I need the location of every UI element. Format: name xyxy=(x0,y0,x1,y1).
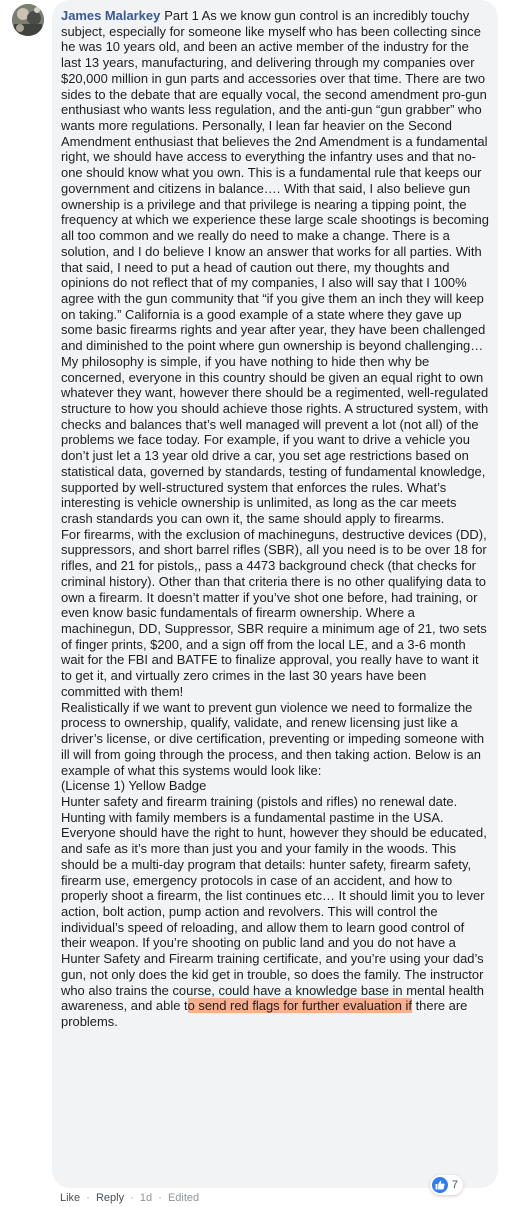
comment-bubble xyxy=(52,0,498,1188)
comment-text xyxy=(61,8,489,1030)
reaction-count: 7 xyxy=(451,1179,458,1191)
separator: · xyxy=(130,1192,134,1204)
edited-label[interactable]: Edited xyxy=(167,1192,200,1204)
separator: · xyxy=(158,1192,162,1204)
comment-paragraph-text: Hunter safety and firearm training (pistols and rifles) no renewal date. Hunting with family members is a fundamental pastime in the USA. Everyone should have the right to hunt, however they should be educated, and safe as it’s more than just you and your family in the woods. This should be a multi-day program that details: hunter safety, firearm safety, firearm use, emergency protocols in case of an accident, and how to properly shoot a firearm, the list continues etc… It should limit you to lever action, bolt action, pump action and revolvers. This will control the individual’s speed of reloading, and allow them to learn good control of their weapon. If you’re shooting on public land and you do not have a Hunter Safety and Firearm training certificate, and you’re using your dad’s gun, not only does the kid get in trouble, so does the family. The instructor who also trains the course, could have a knowledge base in mental health awareness, and able t xyxy=(61,793,487,1014)
comment-paragraph: Realistically if we want to prevent gun violence we need to formalize the process to ownership, qualify, validate, and renew licensing just like a driver’s license, or dive certification, preventing or impeding someone with ill will from going through the process, and then taking action. Below is an example of what this systems would look like: xyxy=(61,699,485,778)
comment-actions xyxy=(60,1191,202,1205)
timestamp[interactable]: 1d xyxy=(139,1192,153,1204)
comment-paragraph: Part 1 As we know gun control is an incredibly touchy subject, especially for someone like myself who has been collecting since he was 10 years old, and been an active member of the industry for the last 13 years, manufacturing, and delivering through my companies over $20,000 million in gun parts and accessories over that time. There are two sides to the debate that are equally vocal, the second amendment pro-gun enthusiast who wants less regulation, and the anti-gun “gun grabber” who wants more regulations. Personally, I lean far heavier on the Second Amendment enthusiast that believes the 2nd Amendment is a fundamental right, we should have access to everything the infantry uses and that no-one should know what you own. This is a fundamental rule that keeps our government and citizens in balance…. With that said, I also believe gun ownership is a privilege and that privilege is nearing a tipping point, the frequency at which we experience these large scale shootings is becoming all too common and we really do need to make a change. There is a solution, and I do believe I know an answer that works for all parties. With that said, I need to put a head of caution out there, my thoughts and opinions do not reflect that of my companies, I also will say that I 100% agree with the gun community that “if you give them an inch they will keep on taking.” California is a good example of a state where they gave up some basic firearms rights and year after year, they have been challenged and diminished to the point where gun ownership is beyond challenging… xyxy=(61,8,489,354)
highlighted-text: o send red flags for further evaluation if xyxy=(187,998,412,1014)
avatar[interactable] xyxy=(12,4,44,36)
comment-paragraph-final xyxy=(61,794,489,1030)
reply-link[interactable]: Reply xyxy=(95,1192,125,1204)
like-link[interactable]: Like xyxy=(60,1192,81,1204)
trailing-text: there are problems. xyxy=(61,998,468,1029)
reaction-summary[interactable] xyxy=(430,1175,463,1195)
comment-paragraph: My philosophy is simple, if you have nothing to hide then why be concerned, everyone in this country should be given an equal right to own whatever they want, however there should be a regimented, well-regulated structure to how you should achieve those rights. A structured system, with checks and balances that’s well managed will prevent a lot (not all) of the problems we face today. For example, if you want to drive a vehicle you don’t just let a 13 year old drive a car, you set age restrictions based on statistical data, governed by standards, testing of fundamental knowledge, supported by well-structured system that enforces the rules. What’s interesting is vehicle ownership is unlimited, as long as the car meets crash standards you can own it, the same should apply to firearms. xyxy=(61,353,489,526)
separator: · xyxy=(86,1192,90,1204)
author-name[interactable]: James Malarkey xyxy=(61,8,161,23)
comment-paragraph: (License 1) Yellow Badge xyxy=(61,778,207,794)
comment-paragraph: For firearms, with the exclusion of machineguns, destructive devices (DD), suppressors, and short barrel rifles (SBR), all you need is to be over 18 for rifles, and 21 for pistols,, pass a 4473 background check (that checks for criminal history). Other than that criteria there is no other qualifying data to own a firearm. It doesn’t matter if you’ve shot one before, had training, or even know basic fundamentals of firearm ownership. Where a machinegun, DD, Suppressor, SBR require a minimum age of 21, two sets of finger prints, $200, and a sign off from the local LE, and a 3-6 month wait for the FBI and BATFE to finalize approval, you really have to want it to get it, and virtually zero crimes in the last 30 years have been committed with them! xyxy=(61,526,487,699)
thumbs-up-icon xyxy=(432,1177,448,1193)
